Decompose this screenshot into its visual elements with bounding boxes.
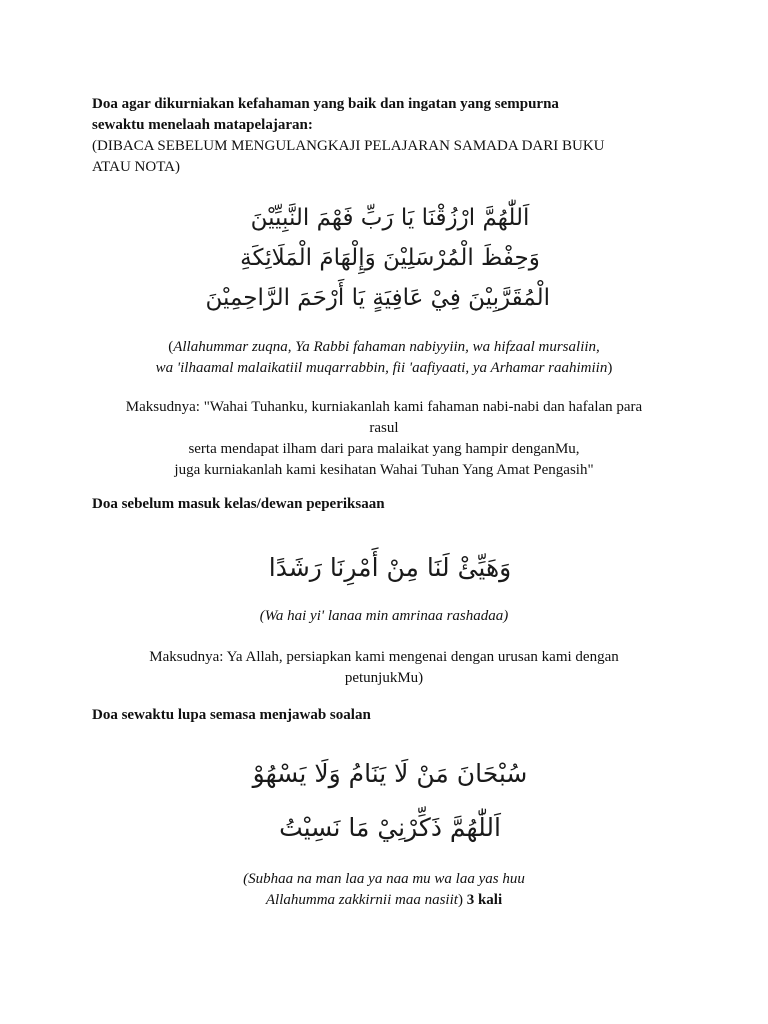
section3-transliteration [80,869,688,911]
section3-close-paren: ) [457,892,463,908]
section3-transliteration-line1: (Subhaa na man laa ya naa mu wa laa yas huu [243,871,525,887]
section1-transliteration [80,337,688,379]
section1-arabic-line-3: الْمُقَرَّبِيْنَ فِيْ عَافِيَةٍ يَا أَرْحَمَ الرَّاحِمِيْنَ [205,285,550,311]
section1-heading-line1: Doa agar dikurniakan kefahaman yang baik dan ingatan yang sempurna [92,96,559,112]
section1-transliteration-line1: Allahummar zuqna, Ya Rabbi fahaman nabiyyiin, wa hifzaal mursaliin, [173,339,600,355]
section1-close-paren: ) [607,360,613,376]
section3-arabic-line-1: سُبْحَانَ مَنْ لَا يَنَامُ وَلَا يَسْهُوْ [252,759,528,788]
section2-meaning-line1: Maksudnya: Ya Allah, persiapkan kami mengenai dengan urusan kami dengan [149,649,619,665]
section1-note-line1: (DIBACA SEBELUM MENGULANGKAJI PELAJARAN SAMADA DARI BUKU [92,138,605,154]
section2-arabic-line: وَهَيِّئْ لَنَا مِنْ أَمْرِنَا رَشَدًا [268,553,512,582]
section1-header [92,94,712,178]
section1-arabic-calligraphy [205,198,550,318]
section2-meaning [80,647,688,689]
section1-meaning-line1: Maksudnya: "Wahai Tuhanku, kurniakanlah kami fahaman nabi-nabi dan hafalan para [125,399,643,415]
section1-transliteration-line2: wa 'ilhaamal malaikatiil muqarrabbin, fii 'aafiyaati, ya Arhamar raahimiin [155,360,608,376]
section1-meaning-line4: juga kurniakanlah kami kesihatan Wahai Tuhan Yang Amat Pengasih" [174,462,594,478]
section3-repeat-label: 3 kali [466,892,503,908]
section3-heading: Doa sewaktu lupa semasa menjawab soalan [92,707,371,723]
section2-heading: Doa sebelum masuk kelas/dewan peperiksaan [92,496,385,512]
section3-transliteration-line2: Allahumma zakkirnii maa nasiit [265,892,458,908]
section1-meaning-line2: rasul [369,420,399,436]
section2-meaning-line2: petunjukMu) [344,670,424,686]
section1-meaning [80,397,688,481]
section2-arabic-calligraphy [230,548,550,588]
section1-meaning-line3: serta mendapat ilham dari para malaikat yang hampir denganMu, [188,441,580,457]
section3-arabic-line-2: اَللّٰهُمَّ ذَكِّرْنِيْ مَا نَسِيْتُ [279,813,501,842]
section1-arabic-line-1: اَللّٰهُمَّ ارْزُقْنَا يَا رَبِّ فَهْمَ النَّبِيِّيْنَ [250,205,530,231]
section3-arabic-calligraphy [250,747,530,855]
section2-transliteration: (Wa hai yi' lanaa min amrinaa rashadaa) [259,608,509,624]
section1-heading-line2: sewaktu menelaah matapelajaran: [92,117,313,133]
section1-note-line2: ATAU NOTA) [92,159,181,175]
section1-open-paren: ( [168,339,174,355]
section1-arabic-line-2: وَحِفْظَ الْمُرْسَلِيْنَ وَإِلْهَامَ الْمَلَائِكَةِ [240,245,540,271]
